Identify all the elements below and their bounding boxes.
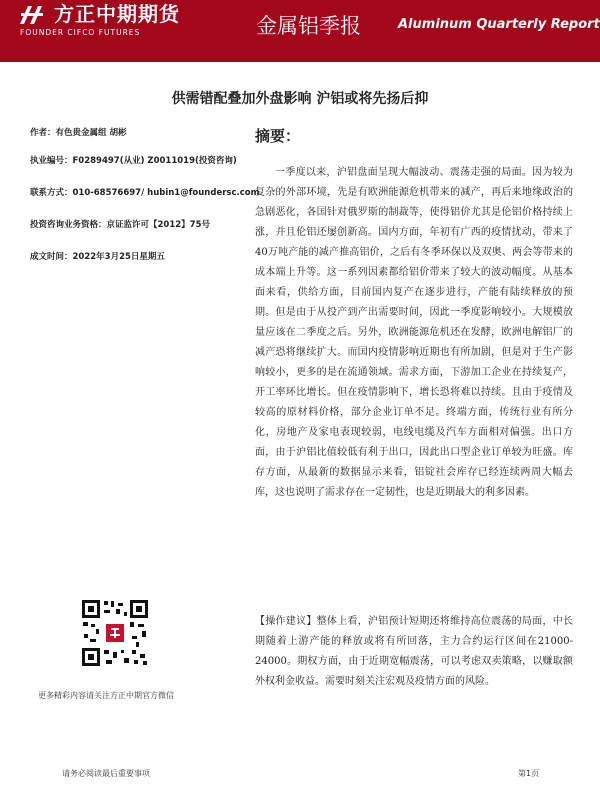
qualification-line: 投资咨询业务资格：京证监许可【2012】75号 [30,220,210,230]
contact-line: 联系方式：010-68576697/ hubin1@foundersc.com [30,188,260,198]
qr-caption: 更多精彩内容请关注方正中期官方微信 [38,691,174,700]
logo-english-name: FOUNDER CIFCO FUTURES [20,28,141,37]
founder-logo-icon [18,4,48,26]
author-line: 作者：有色贵金属组 胡彬 [30,128,127,138]
abstract-heading: 摘要： [255,127,301,145]
license-line: 执业编号：F0289497(从业) Z0011019(投资咨询) [30,156,237,166]
date-line: 成文时间：2022年3月25日星期五 [30,252,165,262]
logo-chinese-name: 方正中期期货 [54,2,180,26]
operation-advice: 【操作建议】整体上看，沪铝预计短期还将维持高位震荡的局面，中长期随着上游产能的释放或将有所回落，主力合约运行区间在21000-24000。期权方面，由于近期宽幅震荡，可以考虑双卖策略，以赚取额外权利金收益。需要时刻关注宏观及疫情方面的风险。 [255,616,573,687]
report-title: 供需错配叠加外盘影响 沪铝或将先扬后抑 [171,91,429,107]
footer-disclaimer: 请务必阅读最后重要事项 [62,769,150,778]
report-header [0,0,600,62]
page-number: 第1页 [518,769,540,778]
abstract-body: 一季度以来，沪铝盘面呈现大幅波动、震荡走强的局面。因为较为复杂的外部环境，先是有欧洲能源危机带来的减产，再后来地缘政治的急剧恶化，各国针对俄罗斯的制裁等，使得铝价尤其是伦铝价格持续上涨，并且伦铝还屡创新高。国内方面，年初有广西的疫情扰动，带来了40万吨产能的减产推高铝价，之后有冬季环保以及双奥、两会等带来的成本端上升等。这一系列因素都给铝价带来了较大的波动幅度。从基本面来看，供给方面，目前国内复产在逐步进行，产能有陆续释放的预期。但是由于从投产到产出需要时间，因此一季度影响较小。大规模放量应该在二季度之后。另外，欧洲能源危机还在发酵，欧洲电解铝厂的减产恐将继续扩大。而国内疫情影响近期也有所加剧，但是对于生产影响较小，更多的是在流通领域。需求方面，下游加工企业在持续复产，开工率环比增长。但在疫情影响下，增长恐将难以持续。且由于疫情及较高的原材料价格，部分企业订单不足。终端方面，传统行业有所分化，房地产及家电表现较弱，电线电缆及汽车方面相对偏强。出口方面，由于沪铝比值较低有利于出口，因此出口型企业订单较为旺盛。库存方面，从最新的数据显示来看，铝锭社会库存已经连续两周大幅去库，这也说明了需求存在一定韧性，也是近期最大的利多因素。 [255,167,573,498]
report-type-english: Aluminum Quarterly Report [398,17,600,32]
wechat-qr-code-icon [80,598,150,668]
report-type-chinese: 金属铝季报 [256,14,361,38]
